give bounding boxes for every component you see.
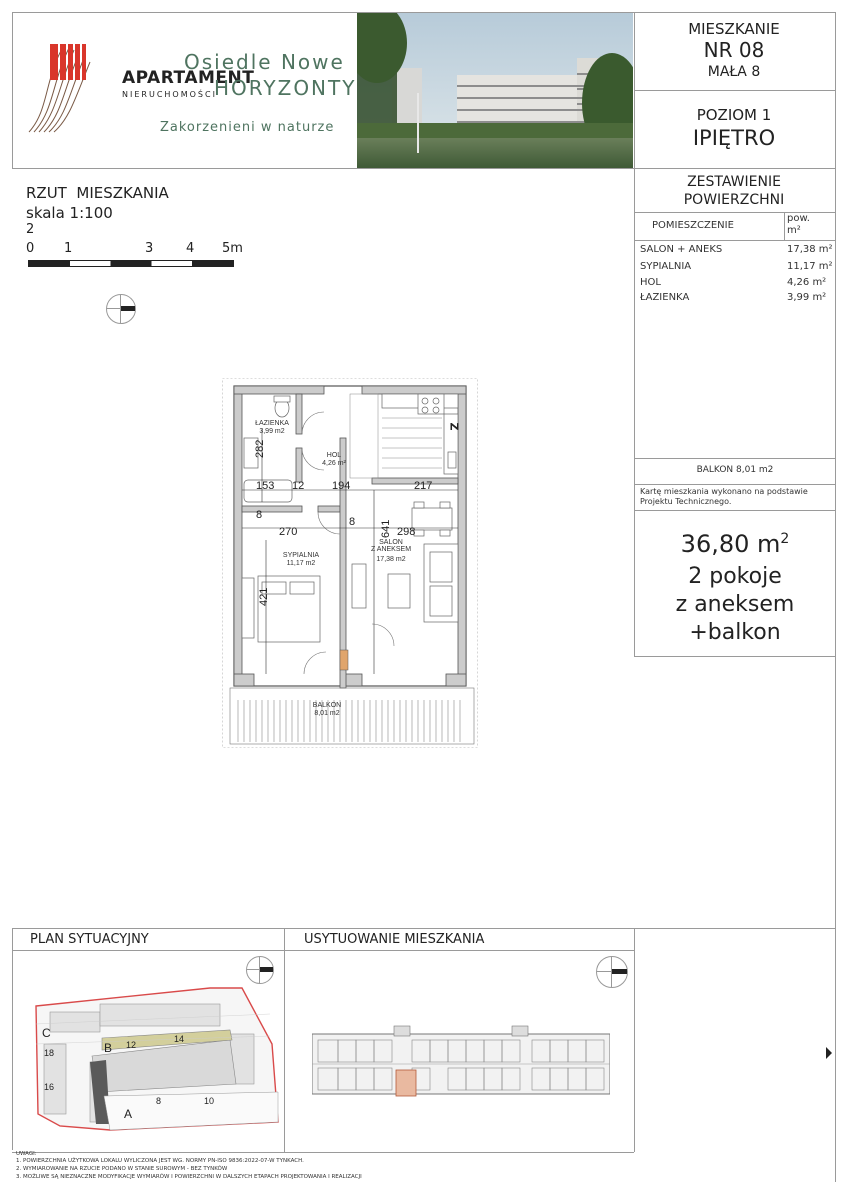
bullet-marker-icon <box>826 1047 832 1059</box>
room-sypialnia-name: SYPIALNIA <box>282 552 320 559</box>
site-label-10: 10 <box>204 1096 215 1106</box>
row-area: 3,99 m² <box>787 292 827 303</box>
with-balcony: +balkon <box>689 620 781 645</box>
site-compass-icon <box>246 956 274 984</box>
row-room: SYPIALNIA <box>640 261 692 272</box>
col-area-1: pow. <box>787 213 810 224</box>
room-lazienka-name: ŁAZIENKA <box>255 420 289 427</box>
address: MAŁA 8 <box>707 64 761 80</box>
note-1: 1. POWIERZCHNIA UŻYTKOWA LOKALU WYLICZONA JEST WG. NORMY PN-ISO 9836:2022-07-W TYNKACH. <box>16 1158 304 1164</box>
total-area-sup: 2 <box>780 531 790 547</box>
site-label-c: C <box>42 1026 51 1040</box>
note-3: 3. MOŻLIWE SĄ NIEZNACZNE MODYFIKACJE WYMIARÓW I POWIERZCHNI W DALSZYCH ETAPACH PROJEKTOWANIA I REALIZACJI <box>16 1174 362 1180</box>
dim-270: 270 <box>279 526 298 538</box>
total-area <box>634 530 836 558</box>
site-label-12: 12 <box>126 1040 137 1050</box>
row-room: ŁAZIENKA <box>640 292 690 303</box>
level-label: POZIOM 1 <box>696 106 772 124</box>
ruler-tick-1: 1 <box>64 241 73 256</box>
col-area-2: m² <box>787 225 801 236</box>
balcony-area: BALKON 8,01 m2 <box>696 465 774 475</box>
summary-note: Kartę mieszkania wykonano na podstawie Projektu Technicznego. <box>640 487 808 506</box>
site-label-8: 8 <box>156 1096 162 1106</box>
site-label-a: A <box>124 1107 133 1121</box>
room-sypialnia-area: 11,17 m2 <box>286 560 316 567</box>
dim-153: 153 <box>256 480 275 492</box>
col-room: POMIESZCZENIE <box>652 220 734 231</box>
room-lazienka-area: 3,99 m2 <box>259 428 285 435</box>
site-label-18: 18 <box>44 1048 55 1058</box>
dim-217: 217 <box>414 480 433 492</box>
apartment-number: NR 08 <box>703 38 765 62</box>
row-area: 17,38 m² <box>787 244 833 255</box>
plan-title: RZUT MIESZKANIA <box>26 184 169 202</box>
room-hol-area: 4,26 m² <box>322 460 346 467</box>
logo-title-1: Osiedle Nowe <box>184 50 345 74</box>
row-area: 4,26 m² <box>787 277 827 288</box>
site-plan <box>30 984 280 1134</box>
summary-title-1: ZESTAWIENIE <box>687 174 781 190</box>
plan-scale-extra: 2 <box>26 222 35 237</box>
dim-298: 298 <box>397 526 416 538</box>
developer-sub: NIERUCHOMOŚCI <box>122 90 217 99</box>
plan-scale: skala 1:100 <box>26 204 113 222</box>
tree-logo-icon <box>24 40 114 140</box>
location-title: USYTUOWANIE MIESZKANIA <box>304 932 485 947</box>
logo <box>24 40 357 150</box>
logo-title-2: HORYZONTY <box>214 76 357 100</box>
building-photo <box>357 13 633 168</box>
row-room: HOL <box>640 277 661 288</box>
room-salon-area: 17,38 m2 <box>376 556 406 563</box>
dim-8-mid: 8 <box>349 516 356 528</box>
ruler-tick-0: 0 <box>26 241 35 256</box>
site-label-16: 16 <box>44 1082 55 1092</box>
row-room: SALON + ANEKS <box>640 244 723 255</box>
location-compass-icon <box>596 956 628 988</box>
scale-ruler <box>28 260 234 267</box>
site-label-14: 14 <box>174 1034 185 1044</box>
room-balkon-area: 8,01 m2 <box>314 710 340 717</box>
dim-641: 641 <box>380 519 392 538</box>
dim-194: 194 <box>332 480 351 492</box>
dim-12: 12 <box>292 480 305 492</box>
site-label-b: B <box>104 1041 113 1055</box>
dim-8-left: 8 <box>256 509 263 521</box>
dim-421: 421 <box>258 587 270 606</box>
developer-name: APARTAMENT <box>122 68 255 88</box>
level-name: IPIĘTRO <box>692 126 776 150</box>
row-area: 11,17 m² <box>787 261 833 272</box>
ruler-tick-4: 4 <box>186 241 195 256</box>
site-plan-title: PLAN SYTUACYJNY <box>30 932 149 947</box>
dim-282: 282 <box>254 439 266 458</box>
location-plan <box>312 1024 610 1102</box>
total-area-value: 36,80 m <box>680 530 781 558</box>
with-kitchen: z aneksem <box>675 592 795 617</box>
compass-icon <box>106 294 136 324</box>
logo-tagline: Zakorzenieni w naturze <box>160 120 335 135</box>
ruler-tick-5m: 5m <box>222 241 243 256</box>
notes-title: UWAGI: <box>16 1151 37 1157</box>
room-balkon-name: BALKON <box>312 702 342 709</box>
apartment-label: MIESZKANIE <box>688 20 780 38</box>
room-salon-name: SALON Z ANEKSEM <box>370 539 412 553</box>
room-hol-name: HOL <box>326 452 342 459</box>
summary-title-2: POWIERZCHNI <box>683 192 785 208</box>
ruler-tick-3: 3 <box>145 241 154 256</box>
rooms-count: 2 pokoje <box>688 564 782 589</box>
note-2: 2. WYMIAROWANIE NA RZUCIE PODANO W STANIE SUROWYM - BEZ TYNKÓW <box>16 1166 228 1172</box>
fridge-mark: Z <box>447 422 461 431</box>
